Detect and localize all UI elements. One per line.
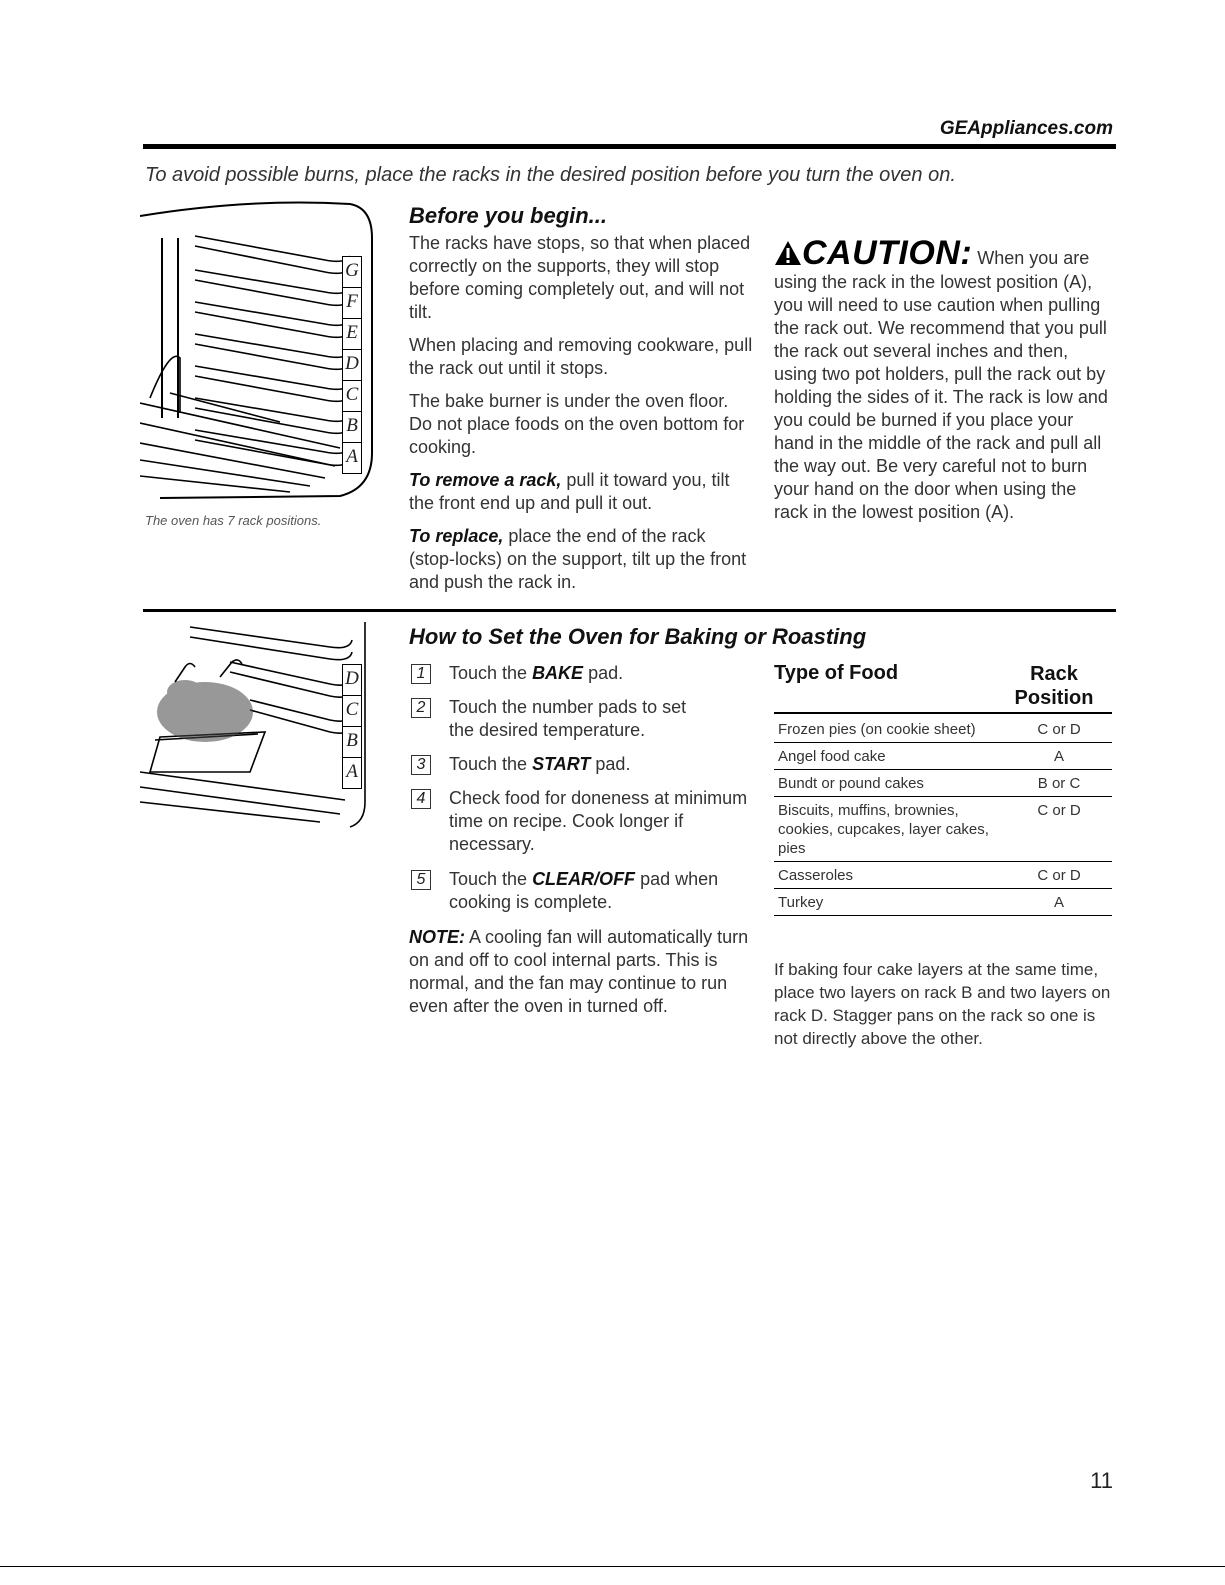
replace-rack-paragraph <box>409 525 754 594</box>
food-type-cell: Bundt or pound cakes <box>774 770 1006 797</box>
rack-label-d: D <box>342 349 362 380</box>
rack-label-b: B <box>342 411 362 442</box>
cake-layers-footnote: If baking four cake layers at the same time, place two layers on rack B and two layers on rack D. Stagger pans on the rack so one is not directly above the other. <box>774 960 1111 1048</box>
replace-rack-text: place the end of the rack (stop-locks) on the support, tilt up the front and push the rack in. <box>409 526 747 592</box>
before-you-begin-heading: Before you begin... <box>409 203 608 228</box>
step-5-post: pad when cooking is complete. <box>449 869 719 912</box>
bottom-rule <box>0 1566 1225 1567</box>
cookware-paragraph: When placing and removing cookware, pull the rack out until it stops. <box>409 335 753 378</box>
step-1-pre: Touch the <box>449 663 533 683</box>
food-type-cell: Angel food cake <box>774 743 1006 770</box>
oven-illustration-caption: The oven has 7 rack positions. <box>145 513 322 528</box>
step-text-3 <box>449 753 759 776</box>
section-divider <box>143 609 1116 612</box>
before-you-begin-body <box>409 232 754 604</box>
step-number-1: 1 <box>411 664 431 684</box>
food-type-cell: Turkey <box>774 889 1006 916</box>
replace-rack-lead: To replace, <box>409 526 504 546</box>
rack-label-b-2: B <box>342 726 362 757</box>
baking-roasting-heading: How to Set the Oven for Baking or Roasting <box>409 624 867 649</box>
note-text: A cooling fan will automatically turn on and off to cool internal parts. This is normal, and the fan may continue to run even after the oven in turned off. <box>409 927 749 1016</box>
top-divider <box>143 144 1116 149</box>
step-1-post: pad. <box>583 663 624 683</box>
step-number-2: 2 <box>411 698 431 718</box>
cooling-fan-note <box>409 926 754 1018</box>
step-3-post: pad. <box>590 754 631 774</box>
rack-label-c-2: C <box>342 695 362 726</box>
table-row <box>774 889 1112 916</box>
table-row <box>774 770 1112 797</box>
table-row <box>774 862 1112 889</box>
rack-position-table <box>774 716 1112 916</box>
step-5-pre: Touch the <box>449 869 533 889</box>
steps-list <box>411 662 761 927</box>
table-header-food: Type of Food <box>774 662 899 684</box>
rack-position-cell: C or D <box>1006 716 1112 743</box>
step-text-4: Check food for doneness at minimum time on recipe. Cook longer if necessary. <box>449 788 748 854</box>
step-number-4: 4 <box>411 789 431 809</box>
remove-rack-lead: To remove a rack, <box>409 470 562 490</box>
page-number: 11 <box>1090 1468 1113 1493</box>
start-pad-label: START <box>532 754 591 774</box>
rack-stops-paragraph: The racks have stops, so that when placed correctly on the supports, they will stop before coming completely out, and will not tilt. <box>409 233 751 322</box>
turkey-roasting-illustration <box>140 622 375 832</box>
caution-word: CAUTION: <box>802 234 973 272</box>
food-type-cell: Frozen pies (on cookie sheet) <box>774 716 1006 743</box>
rack-label-g: G <box>342 256 362 287</box>
rack-label-d-2: D <box>342 664 362 695</box>
caution-lead: When you are <box>972 248 1090 268</box>
step-number-5: 5 <box>411 870 431 890</box>
rack-label-a: A <box>342 442 362 474</box>
table-row <box>774 797 1112 862</box>
site-url: GEAppliances.com <box>939 118 1113 139</box>
bake-burner-paragraph: The bake burner is under the oven floor. Do not place foods on the oven bottom for cooking. <box>409 391 745 457</box>
rack-position-cell: C or D <box>1006 797 1112 862</box>
remove-rack-paragraph <box>409 469 754 515</box>
remove-rack-text: pull it toward you, tilt the front end up and pull it out. <box>409 470 730 513</box>
step-text-5 <box>449 868 729 914</box>
rack-position-cell: A <box>1006 889 1112 916</box>
step-number-3: 3 <box>411 755 431 775</box>
table-row <box>774 716 1112 743</box>
note-lead: NOTE: <box>409 927 465 947</box>
caution-block <box>774 234 1114 524</box>
food-type-cell: Casseroles <box>774 862 1006 889</box>
bake-pad-label: BAKE <box>532 663 584 683</box>
step-text-2: Touch the number pads to set the desired temperature. <box>449 697 687 740</box>
rack-label-c: C <box>342 380 362 411</box>
rack-label-f: F <box>342 287 362 318</box>
rack-position-cell: C or D <box>1006 862 1112 889</box>
rack-position-cell: A <box>1006 743 1112 770</box>
clear-off-pad-label: CLEAR/OFF <box>532 869 636 889</box>
intro-warning: To avoid possible burns, place the racks in the desired position before you turn the oven on. <box>145 164 956 186</box>
table-header-rule <box>774 712 1112 714</box>
warning-triangle-icon <box>774 240 802 266</box>
rack-label-a-2: A <box>342 757 362 789</box>
rack-position-cell: B or C <box>1006 770 1112 797</box>
table-header-position: Rack Position <box>1014 663 1094 709</box>
step-3-pre: Touch the <box>449 754 533 774</box>
rack-label-stack <box>342 256 362 474</box>
rack-label-e: E <box>342 318 362 349</box>
step-text-1 <box>449 662 759 685</box>
rack-label-stack-2 <box>342 664 362 789</box>
food-type-cell: Biscuits, muffins, brownies, cookies, cupcakes, layer cakes, pies <box>774 797 1006 862</box>
caution-text: using the rack in the lowest position (A), you will need to use caution when pulling the rack out. We recommend that you pull the rack out several inches and then, using two pot holders, pull the rack out by holding the sides of it. The rack is low and you could be burned if you place your hand in the middle of the rack and pull all the way out. Be very careful not to burn your hand on the door when using the rack in the lowest position (A). <box>774 272 1108 522</box>
caution-heading <box>774 234 1114 273</box>
table-row <box>774 743 1112 770</box>
